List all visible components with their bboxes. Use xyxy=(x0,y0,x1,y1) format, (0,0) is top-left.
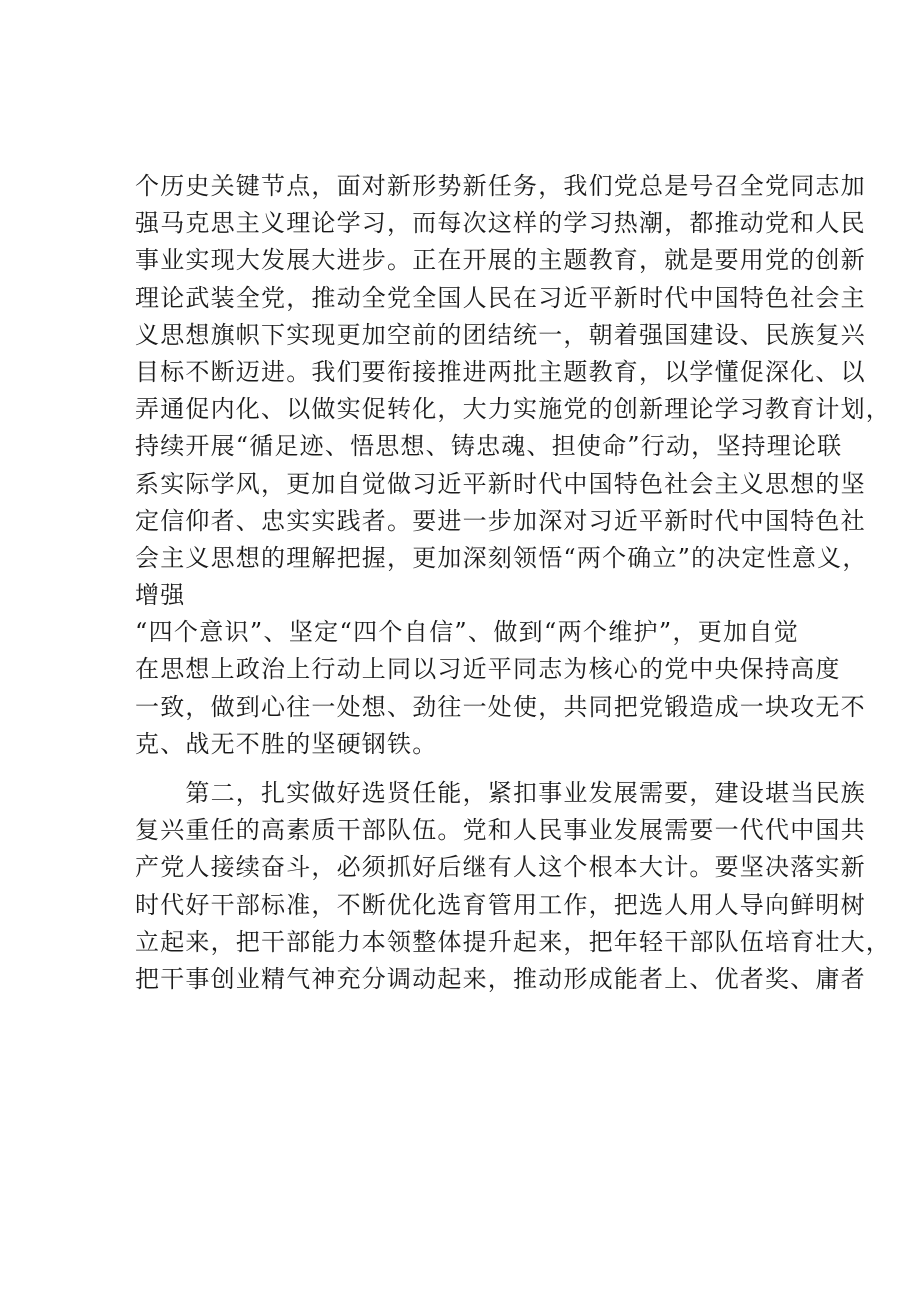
text-line: 时代好干部标准，不断优化选育管用工作，把选人用人导向鲜明树 xyxy=(135,890,866,919)
text-line: 增强 xyxy=(135,581,186,610)
text-line: 在思想上政治上行动上同以习近平同志为核心的党中央保持高度 xyxy=(135,655,841,684)
text-line: 产党人接续奋斗，必须抓好后继有人这个根本大计。要坚决落实新 xyxy=(135,853,866,882)
text-line: 复兴重任的高素质干部队伍。党和人民事业发展需要一代代中国共 xyxy=(135,816,866,845)
text-line: 立起来，把干部能力本领整体提升起来，把年轻干部队伍培育壮大， xyxy=(135,927,891,956)
body-text xyxy=(135,168,891,998)
text-line: 第二，扎实做好选贤任能，紧扣事业发展需要，建设堪当民族 xyxy=(135,779,866,807)
text-line: 会主义思想的理解把握，更加深刻领悟“两个确立”的决定性意义， xyxy=(135,543,868,572)
text-line: 义思想旗帜下实现更加空前的团结统一，朝着强国建设、民族复兴 xyxy=(135,320,866,349)
text-line: 理论武装全党，推动全党全国人民在习近平新时代中国特色社会主 xyxy=(135,283,866,312)
text-line: “四个意识”、坚定“四个自信”、做到“两个维护”，更加自觉 xyxy=(135,618,799,647)
text-line: 系实际学风，更加自觉做习近平新时代中国特色社会主义思想的坚 xyxy=(135,469,866,498)
text-line: 定信仰者、忠实实践者。要进一步加深对习近平新时代中国特色社 xyxy=(135,506,866,535)
text-line: 目标不断迈进。我们要衔接推进两批主题教育，以学懂促深化、以 xyxy=(135,357,866,386)
text-line: 弄通促内化、以做实促转化，大力实施党的创新理论学习教育计划， xyxy=(135,395,891,424)
text-line: 一致，做到心往一处想、劲往一处使，共同把党锻造成一块攻无不 xyxy=(135,692,866,721)
paragraph-gap xyxy=(135,763,799,775)
text-line: 个历史关键节点，面对新形势新任务，我们党总是号召全党同志加 xyxy=(135,172,866,200)
text-line: 事业实现大发展大进步。正在开展的主题教育，就是要用党的创新 xyxy=(135,246,866,275)
text-line: 把干事创业精气神充分调动起来，推动形成能者上、优者奖、庸者 xyxy=(135,964,866,993)
text-line: 克、战无不胜的坚硬钢铁。 xyxy=(135,729,438,758)
text-line: 强马克思主义理论学习，而每次这样的学习热潮，都推动党和人民 xyxy=(135,209,866,238)
text-line: 持续开展“循足迹、悟思想、铸忠魂、担使命”行动，坚持理论联 xyxy=(135,432,843,461)
